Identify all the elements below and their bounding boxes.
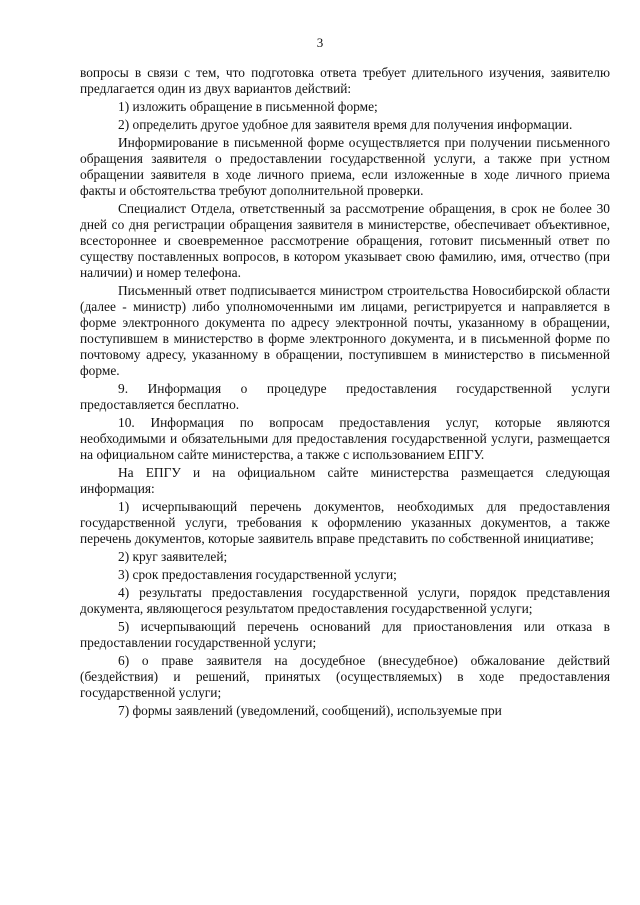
- paragraph-specialist: Специалист Отдела, ответственный за рассмотрение обращения, в срок не более 30 дней со дня регистрации обращения заявителя в министерстве, обеспечивает объективное, всестороннее и своевременное рассмотрение обращения, готовит письменный ответ по существу поставленных вопросов, в котором указывает свою фамилию, имя, отчество (при наличии) и номер телефона.: [80, 201, 610, 280]
- paragraph-written-answer: Письменный ответ подписывается министром строительства Новосибирской области (далее - министр) либо уполномоченными им лицами, регистрируется и направляется в форме электронного документа по адресу электронной почты, указанному в обращении, поступившем в министерство в форме электронного документа, и в письменной форме по почтовому адресу, указанному в обращении, поступившем в министерство в письменной форме.: [80, 283, 610, 378]
- paragraph-continuation: вопросы в связи с тем, что подготовка ответа требует длительного изучения, заявителю предлагается один из двух вариантов действий:: [80, 65, 610, 96]
- list-item-5: 5) исчерпывающий перечень оснований для приостановления или отказа в предоставлении государственной услуги;: [80, 619, 610, 650]
- list-item-3: 3) срок предоставления государственной услуги;: [118, 567, 397, 582]
- document-body: [80, 65, 610, 721]
- paragraph-item-10: 10. Информация по вопросам предоставления услуг, которые являются необходимыми и обязательными для предоставления государственной услуги, размещается на официальном сайте министерства, а также с использованием ЕПГУ.: [80, 415, 610, 462]
- list-item-2: 2) круг заявителей;: [118, 549, 228, 564]
- list-item-6: 6) о праве заявителя на досудебное (внесудебное) обжалование действий (бездействия) и решений, принятых (осуществляемых) в ходе предоставления государственной услуги;: [80, 653, 610, 700]
- paragraph-item-9: 9. Информация о процедуре предоставления государственной услуги предоставляется бесплатно.: [80, 381, 610, 412]
- list-item-7: 7) формы заявлений (уведомлений, сообщений), используемые при: [118, 703, 502, 718]
- page-number: 3: [316, 35, 324, 50]
- paragraph-written-informing: Информирование в письменной форме осуществляется при получении письменного обращения заявителя о предоставлении государственной услуги, а также при устном обращении заявителя в ходе личного приема, если изложенные в ходе личного приема факты и обстоятельства требуют дополнительной проверки.: [80, 135, 610, 198]
- list-item-written-form: 1) изложить обращение в письменной форме;: [118, 99, 378, 114]
- list-item-other-time: 2) определить другое удобное для заявителя время для получения информации.: [118, 117, 573, 132]
- list-item-1: 1) исчерпывающий перечень документов, необходимых для предоставления государственной услуги, требования к оформлению указанных документов, а также перечень документов, которые заявитель вправе представить по собственной инициативе;: [80, 499, 610, 546]
- paragraph-epgu-info: На ЕПГУ и на официальном сайте министерства размещается следующая информация:: [80, 465, 610, 496]
- list-item-4: 4) результаты предоставления государственной услуги, порядок представления документа, являющегося результатом предоставления государственной услуги;: [80, 585, 610, 616]
